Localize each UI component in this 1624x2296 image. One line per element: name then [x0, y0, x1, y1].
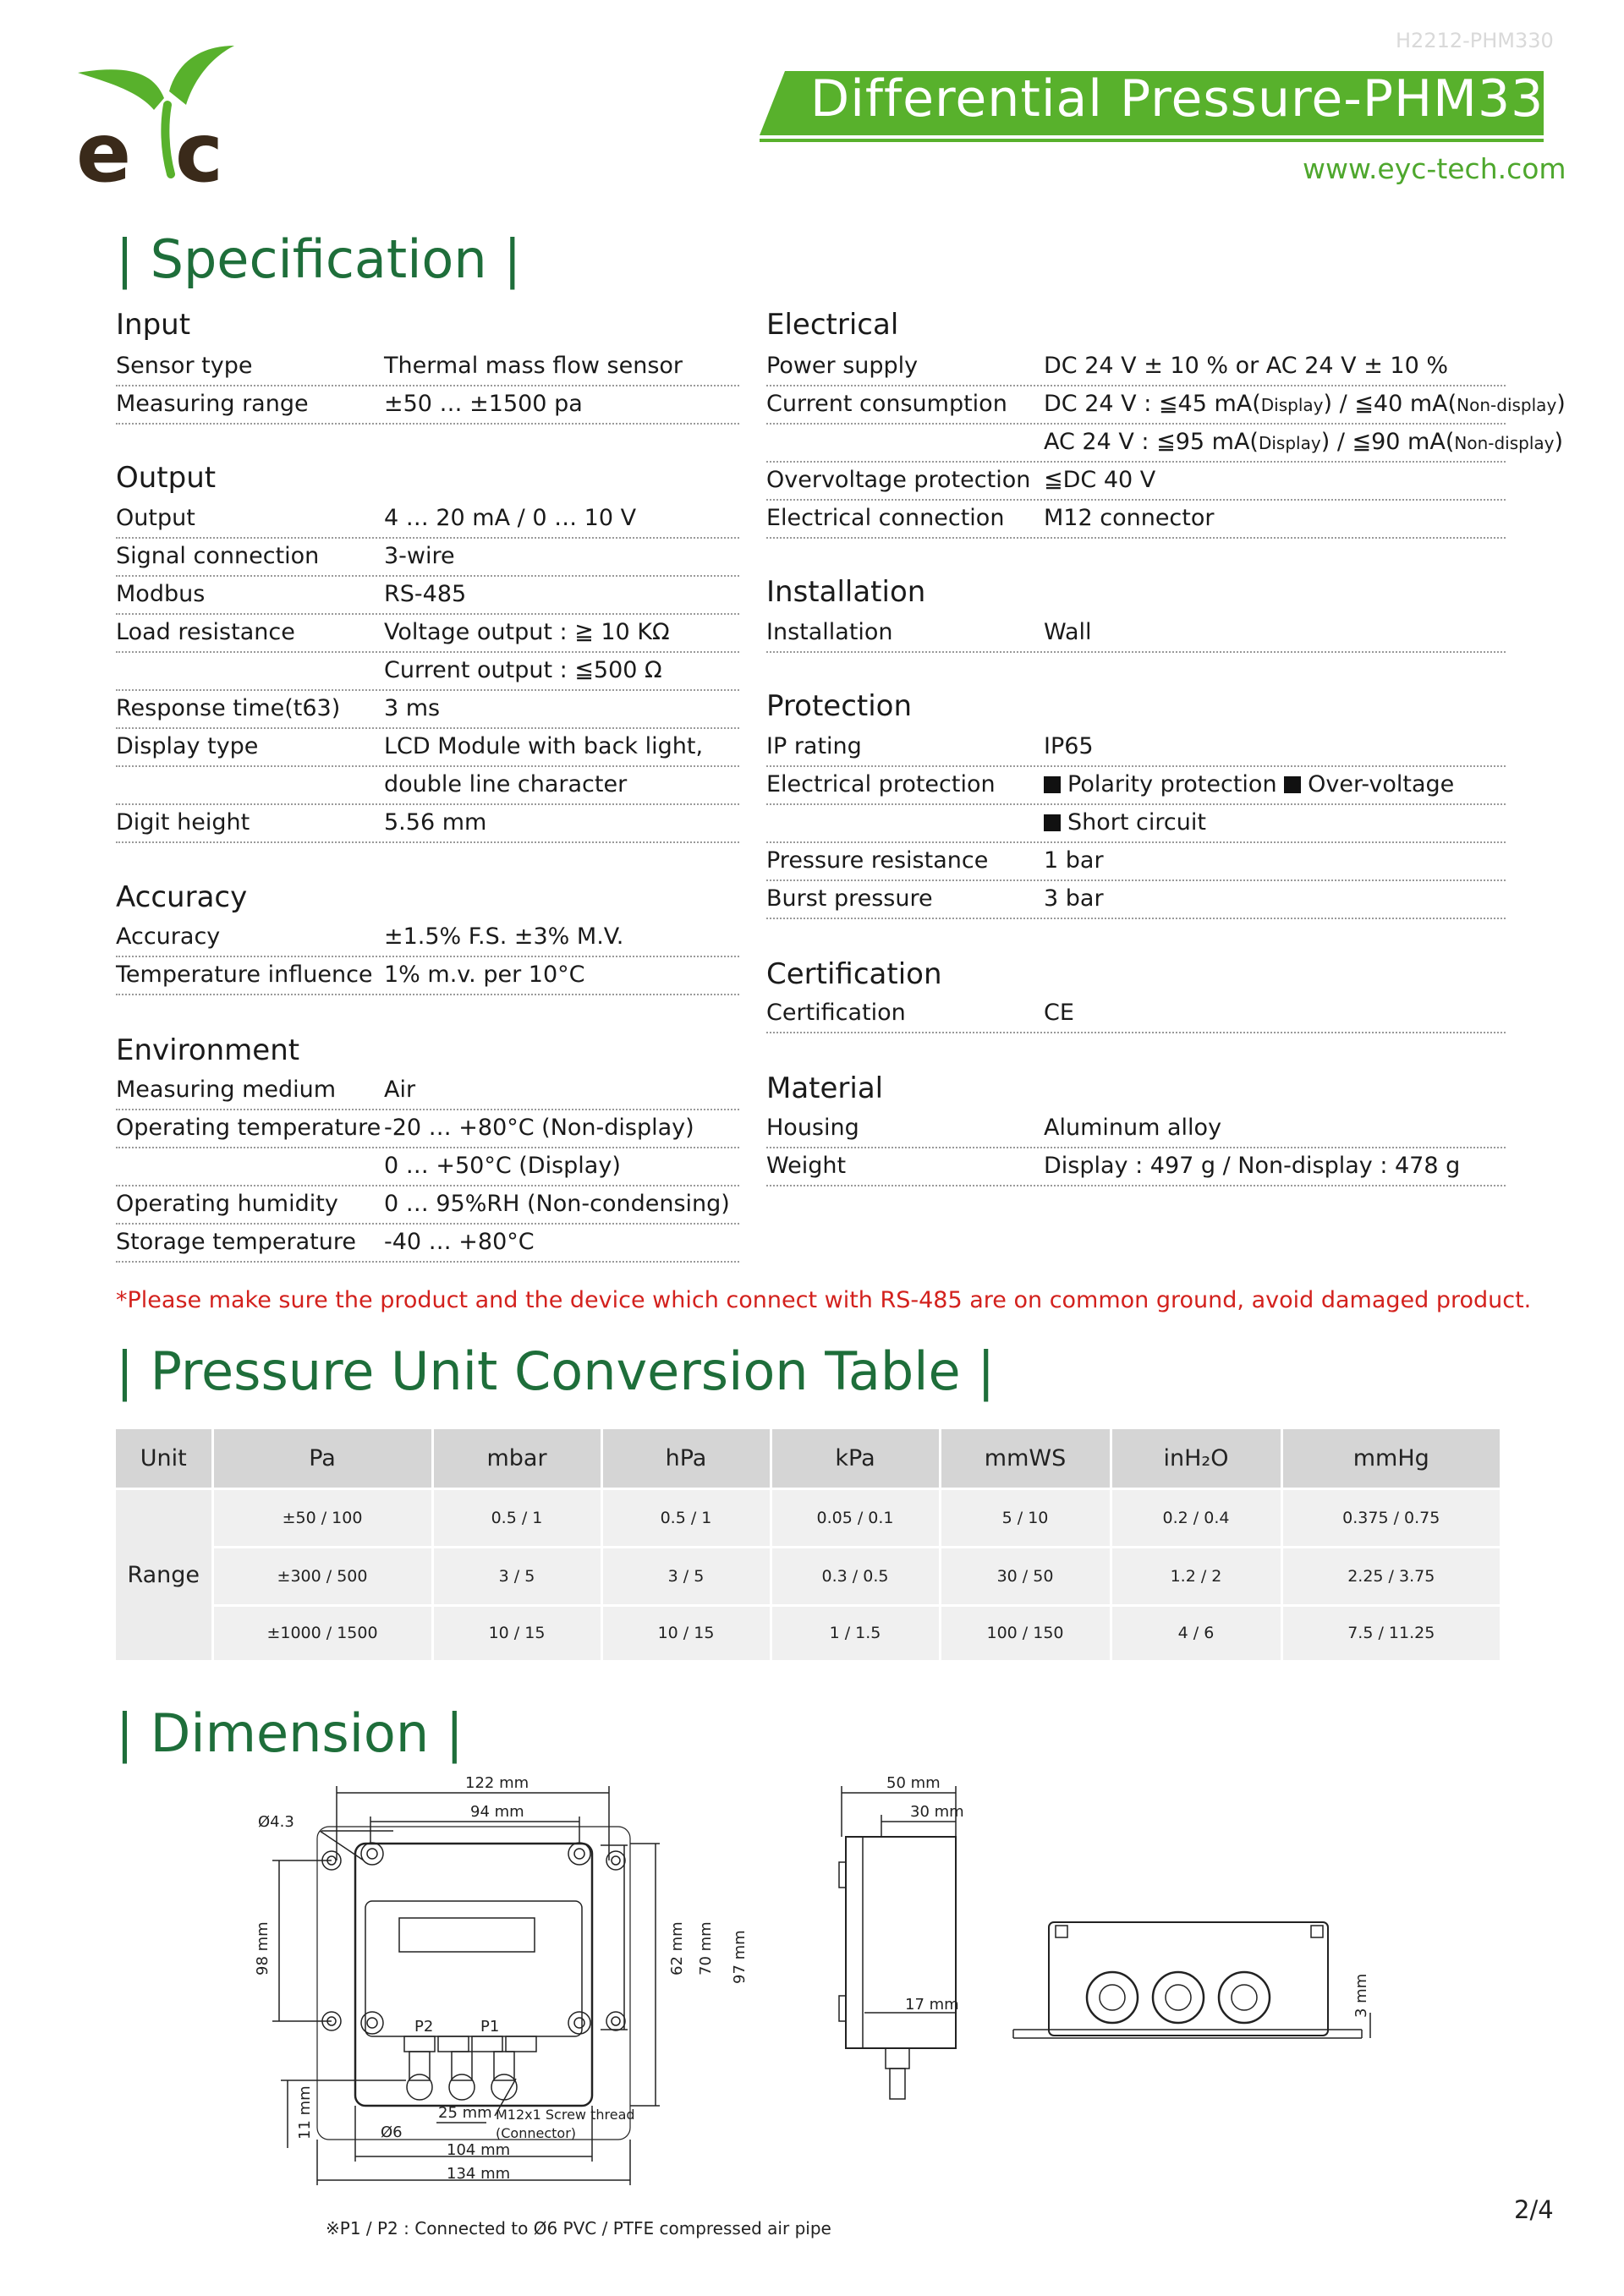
group-electrical-title: Electrical — [766, 308, 899, 342]
column-header: kPa — [771, 1429, 940, 1489]
spec-label: Output — [116, 505, 195, 531]
spec-value: ±50 … ±1500 pa — [384, 391, 583, 417]
table-cell: 1 / 1.5 — [771, 1605, 940, 1660]
spec-value: DC 24 V ± 10 % or AC 24 V ± 10 % — [1044, 353, 1449, 379]
column-header: Pa — [212, 1429, 432, 1489]
spec-label: Installation — [766, 619, 893, 645]
spec-label: Current consumption — [766, 391, 1007, 417]
column-header: inH₂O — [1111, 1429, 1281, 1489]
spec-row — [766, 765, 1506, 805]
dim-label: 94 mm — [470, 1803, 524, 1821]
eyc-logo — [69, 39, 247, 191]
value-part: Non-display — [1457, 395, 1557, 415]
column-header: hPa — [601, 1429, 771, 1489]
page-number: 2/4 — [1514, 2195, 1554, 2224]
spec-label: Storage temperature — [116, 1229, 356, 1255]
spec-value: 3-wire — [384, 543, 455, 569]
spec-row — [116, 765, 739, 805]
bullet-square-icon — [1044, 814, 1061, 831]
table-cell: 3 / 5 — [432, 1547, 601, 1605]
value-part: AC 24 V : ≦95 mA( — [1044, 429, 1259, 455]
column-header: mbar — [432, 1429, 601, 1489]
dimension-title: | Dimension | — [116, 1702, 464, 1764]
column-header: mmHg — [1281, 1429, 1500, 1489]
spec-value — [1044, 429, 1563, 455]
dim-label: 17 mm — [905, 1996, 959, 2014]
spec-row — [766, 385, 1566, 425]
table-cell: ±300 / 500 — [212, 1547, 432, 1605]
value-part: Non-display — [1454, 433, 1555, 453]
dim-label: Ø6 — [381, 2123, 403, 2141]
group-certification-title: Certification — [766, 957, 942, 991]
spec-row — [766, 613, 1506, 653]
spec-row — [116, 956, 739, 995]
spec-label: Pressure resistance — [766, 847, 989, 874]
spec-label: Electrical protection — [766, 771, 996, 797]
spec-row — [766, 879, 1506, 919]
table-cell: 10 / 15 — [601, 1605, 771, 1660]
spec-value: 0 … +50°C (Display) — [384, 1153, 621, 1179]
group-protection-title: Protection — [766, 689, 913, 723]
spec-row — [766, 1109, 1506, 1148]
table-cell: 1.2 / 2 — [1111, 1547, 1281, 1605]
spec-value: 1% m.v. per 10°C — [384, 962, 585, 988]
spec-label: IP rating — [766, 733, 862, 759]
dim-label: 122 mm — [465, 1774, 529, 1792]
spec-value — [1044, 809, 1206, 836]
spec-row — [766, 461, 1506, 501]
spec-row — [766, 1147, 1506, 1186]
spec-value: CE — [1044, 1000, 1074, 1026]
spec-row — [766, 727, 1506, 767]
spec-row — [116, 1109, 739, 1148]
svg-text:e: e — [76, 106, 132, 191]
value-part: DC 24 V : ≦45 mA( — [1044, 391, 1261, 417]
spec-row — [766, 994, 1506, 1033]
spec-row — [116, 918, 739, 957]
spec-row — [116, 727, 739, 767]
page-title: Differential Pressure-PHM330 — [810, 69, 1577, 129]
group-material-title: Material — [766, 1071, 884, 1105]
spec-row — [116, 537, 739, 577]
bullet-square-icon — [1044, 776, 1061, 793]
group-output-title: Output — [116, 461, 217, 495]
document-code: H2212-PHM330 — [1396, 29, 1554, 52]
spec-label: Temperature influence — [116, 962, 373, 988]
spec-value — [1044, 771, 1454, 797]
value-part: ) — [1556, 391, 1566, 417]
spec-row — [116, 347, 739, 386]
value-part: Display — [1258, 433, 1321, 453]
spec-label: Housing — [766, 1115, 859, 1141]
table-cell: ±50 / 100 — [212, 1489, 432, 1548]
dim-label: P1 — [480, 2018, 500, 2036]
conversion-title: | Pressure Unit Conversion Table | — [116, 1340, 996, 1402]
spec-value: double line character — [384, 771, 628, 797]
spec-value: Current output : ≦500 Ω — [384, 657, 662, 683]
spec-label: Measuring medium — [116, 1077, 337, 1103]
dimension-note: ※P1 / P2 : Connected to Ø6 PVC / PTFE compressed air pipe — [326, 2218, 831, 2238]
table-cell: 10 / 15 — [432, 1605, 601, 1660]
warning-note: *Please make sure the product and the device which connect with RS-485 are on common ground, avoid damaged product. — [116, 1287, 1532, 1313]
dim-label: 50 mm — [886, 1774, 941, 1792]
dim-label: 98 mm — [254, 1921, 272, 1975]
dimension-drawing — [237, 1767, 1421, 2207]
spec-label: Burst pressure — [766, 885, 933, 912]
table-cell: 100 / 150 — [940, 1605, 1111, 1660]
spec-row — [766, 423, 1564, 463]
spec-row — [116, 1071, 739, 1110]
spec-label: Sensor type — [116, 353, 253, 379]
dim-label: 11 mm — [296, 2085, 314, 2140]
table-cell: 5 / 10 — [940, 1489, 1111, 1548]
spec-value: Voltage output : ≧ 10 KΩ — [384, 619, 670, 645]
spec-label: Measuring range — [116, 391, 309, 417]
spec-row — [116, 689, 739, 729]
spec-value: RS-485 — [384, 581, 467, 607]
spec-row — [116, 499, 739, 539]
table-cell: 0.3 / 0.5 — [771, 1547, 940, 1605]
table-cell: 7.5 / 11.25 — [1281, 1605, 1500, 1660]
table-cell: 2.25 / 3.75 — [1281, 1547, 1500, 1605]
spec-row — [116, 803, 739, 843]
spec-row — [766, 803, 1506, 843]
spec-label: Digit height — [116, 809, 250, 836]
table-cell: 3 / 5 — [601, 1547, 771, 1605]
spec-label: Operating temperature — [116, 1115, 381, 1141]
spec-label: Certification — [766, 1000, 906, 1026]
spec-value: 3 ms — [384, 695, 441, 721]
spec-value: 3 bar — [1044, 885, 1104, 912]
spec-label: Response time(t63) — [116, 695, 341, 721]
dim-label: 70 mm — [697, 1921, 715, 1975]
dim-label: 3 mm — [1352, 1973, 1370, 2018]
spec-value: Air — [384, 1077, 416, 1103]
spec-value: Display : 497 g / Non-display : 478 g — [1044, 1153, 1461, 1179]
spec-value — [1044, 391, 1566, 417]
table-header-row — [116, 1429, 1500, 1489]
spec-label: Modbus — [116, 581, 206, 607]
spec-label: Electrical connection — [766, 505, 1005, 531]
spec-label: Overvoltage protection — [766, 467, 1031, 493]
dim-label: M12x1 Screw thread — [496, 2107, 635, 2123]
spec-row — [116, 651, 739, 691]
svg-text:c: c — [175, 106, 223, 191]
spec-value: 5.56 mm — [384, 809, 487, 836]
spec-value: M12 connector — [1044, 505, 1215, 531]
spec-value: IP65 — [1044, 733, 1094, 759]
table-row — [116, 1489, 1500, 1548]
group-environment-title: Environment — [116, 1033, 300, 1067]
value-part: Short circuit — [1067, 809, 1206, 836]
spec-value: 1 bar — [1044, 847, 1104, 874]
spec-value: 0 … 95%RH (Non-condensing) — [384, 1191, 730, 1217]
table-row — [116, 1605, 1500, 1660]
dim-label: 30 mm — [910, 1803, 964, 1821]
column-header: Unit — [116, 1429, 212, 1489]
value-part: Over-voltage — [1308, 771, 1455, 797]
spec-row — [116, 575, 739, 615]
table-cell: 0.5 / 1 — [601, 1489, 771, 1548]
value-part: ) / ≦40 mA( — [1323, 391, 1457, 417]
conversion-table — [116, 1429, 1500, 1660]
row-label: Range — [116, 1489, 212, 1661]
spec-value: -40 … +80°C — [384, 1229, 535, 1255]
dim-label: 97 mm — [731, 1930, 749, 1984]
dim-label: (Connector) — [496, 2125, 577, 2141]
bullet-square-icon — [1284, 776, 1301, 793]
dim-label: 62 mm — [668, 1921, 686, 1975]
value-part: ) / ≦90 mA( — [1320, 429, 1455, 455]
spec-label: Signal connection — [116, 543, 320, 569]
spec-value: LCD Module with back light, — [384, 733, 704, 759]
table-cell: 4 / 6 — [1111, 1605, 1281, 1660]
spec-label: Accuracy — [116, 923, 221, 950]
spec-value: -20 … +80°C (Non-display) — [384, 1115, 694, 1141]
spec-row — [116, 1147, 739, 1186]
dim-label: 25 mm — [438, 2104, 492, 2122]
spec-value: Wall — [1044, 619, 1092, 645]
dim-label: 104 mm — [447, 2141, 511, 2159]
spec-value: Thermal mass flow sensor — [384, 353, 683, 379]
spec-row — [116, 1185, 739, 1225]
table-cell: 0.05 / 0.1 — [771, 1489, 940, 1548]
value-part: Polarity protection — [1067, 771, 1277, 797]
spec-row — [766, 841, 1506, 881]
spec-label: Operating humidity — [116, 1191, 338, 1217]
spec-row — [116, 1223, 739, 1263]
value-part: Display — [1260, 395, 1324, 415]
spec-value: 4 … 20 mA / 0 … 10 V — [384, 505, 637, 531]
table-cell: 0.5 / 1 — [432, 1489, 601, 1548]
group-accuracy-title: Accuracy — [116, 880, 248, 914]
spec-value: Aluminum alloy — [1044, 1115, 1222, 1141]
spec-row — [116, 613, 739, 653]
dim-label: P2 — [414, 2018, 434, 2036]
spec-label: Weight — [766, 1153, 847, 1179]
spec-label: Load resistance — [116, 619, 295, 645]
spec-value: ±1.5% F.S. ±3% M.V. — [384, 923, 624, 950]
group-installation-title: Installation — [766, 575, 926, 609]
spec-label: Power supply — [766, 353, 919, 379]
spec-row — [766, 347, 1506, 386]
table-row — [116, 1547, 1500, 1605]
table-cell: 30 / 50 — [940, 1547, 1111, 1605]
specification-title: | Specification | — [116, 228, 522, 290]
dim-label: Ø4.3 — [258, 1813, 294, 1831]
spec-row — [766, 499, 1506, 539]
column-header: mmWS — [940, 1429, 1111, 1489]
website-url[interactable]: www.eyc-tech.com — [1303, 152, 1566, 185]
spec-value: ≦DC 40 V — [1044, 467, 1156, 493]
spec-row — [116, 385, 739, 425]
spec-label: Display type — [116, 733, 259, 759]
dim-label: 134 mm — [447, 2165, 511, 2183]
table-cell: ±1000 / 1500 — [212, 1605, 432, 1660]
table-cell: 0.2 / 0.4 — [1111, 1489, 1281, 1548]
value-part: ) — [1554, 429, 1564, 455]
group-input-title: Input — [116, 308, 191, 342]
table-cell: 0.375 / 0.75 — [1281, 1489, 1500, 1548]
